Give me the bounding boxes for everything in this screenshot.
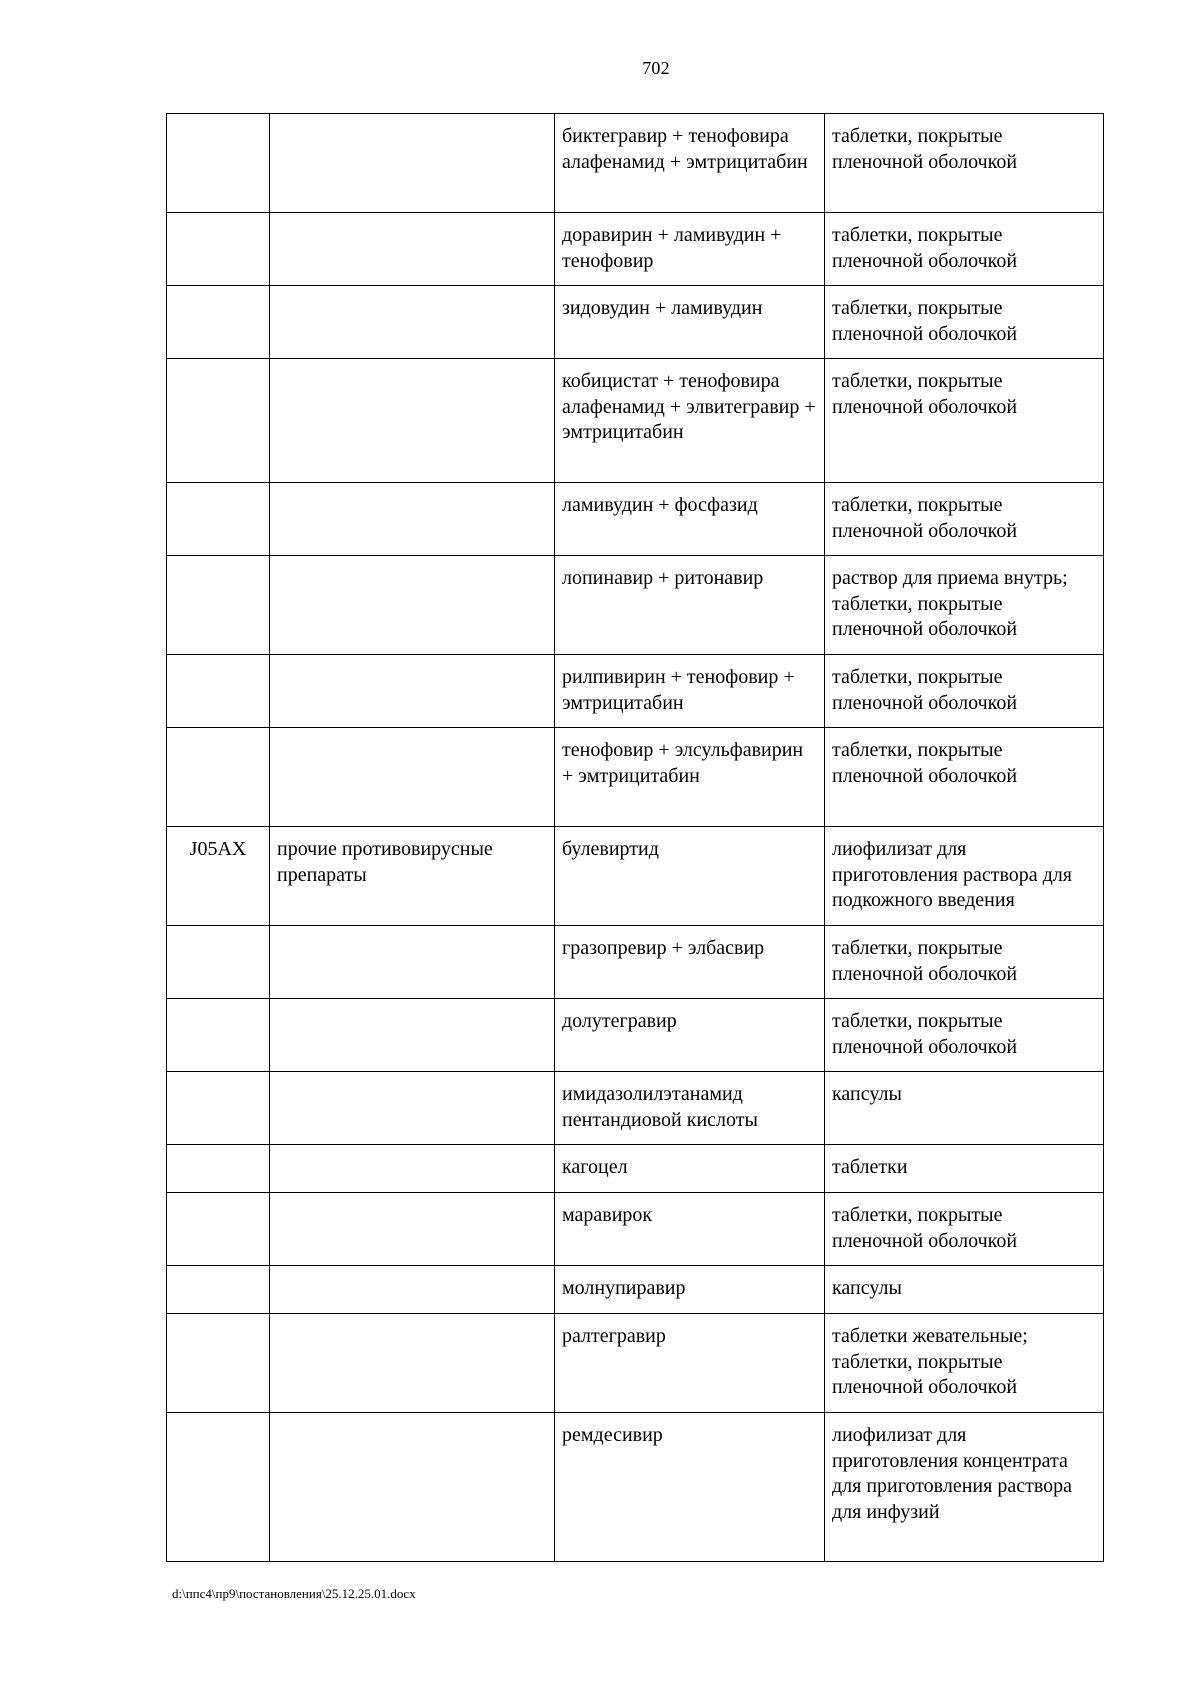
- table-row: [167, 213, 1104, 286]
- table-row: [167, 827, 1104, 926]
- drug-name-cell: ралтегравир: [555, 1314, 825, 1413]
- atc-code-cell: [167, 1314, 270, 1413]
- atc-code-cell: [167, 556, 270, 655]
- table-row: [167, 114, 1104, 213]
- table-row: [167, 1072, 1104, 1145]
- group-cell: [270, 1072, 555, 1145]
- dosage-form-cell: таблетки, покрытые пленочной оболочкой: [825, 728, 1104, 827]
- table-row: [167, 999, 1104, 1072]
- group-cell: [270, 1266, 555, 1314]
- dosage-form-cell: таблетки, покрытые пленочной оболочкой: [825, 359, 1104, 483]
- group-cell: [270, 1314, 555, 1413]
- atc-code-cell: [167, 655, 270, 728]
- table-row: [167, 728, 1104, 827]
- group-cell: [270, 1145, 555, 1193]
- group-cell: прочие противовирусные препараты: [270, 827, 555, 926]
- dosage-form-cell: лиофилизат для приготовления концентрата для приготовления раствора для инфузий: [825, 1413, 1104, 1562]
- table-row: [167, 655, 1104, 728]
- dosage-form-cell: таблетки, покрытые пленочной оболочкой: [825, 999, 1104, 1072]
- drug-name-cell: маравирок: [555, 1193, 825, 1266]
- atc-code-cell: [167, 1193, 270, 1266]
- group-cell: [270, 556, 555, 655]
- table-row: [167, 286, 1104, 359]
- group-cell: [270, 1193, 555, 1266]
- drug-table: [166, 113, 1104, 1562]
- table-row: [167, 1266, 1104, 1314]
- group-cell: [270, 1413, 555, 1562]
- dosage-form-cell: таблетки, покрытые пленочной оболочкой: [825, 114, 1104, 213]
- table-row: [167, 556, 1104, 655]
- group-cell: [270, 286, 555, 359]
- table-row: [167, 926, 1104, 999]
- dosage-form-cell: капсулы: [825, 1072, 1104, 1145]
- atc-code-cell: [167, 483, 270, 556]
- drug-name-cell: кагоцел: [555, 1145, 825, 1193]
- drug-name-cell: тенофовир + элсульфавирин + эмтрицитабин: [555, 728, 825, 827]
- drug-name-cell: рилпивирин + тенофовир + эмтрицитабин: [555, 655, 825, 728]
- table-row: [167, 1145, 1104, 1193]
- atc-code-cell: [167, 286, 270, 359]
- drug-name-cell: зидовудин + ламивудин: [555, 286, 825, 359]
- dosage-form-cell: капсулы: [825, 1266, 1104, 1314]
- atc-code-cell: J05AX: [167, 827, 270, 926]
- drug-name-cell: ламивудин + фосфазид: [555, 483, 825, 556]
- table-row: [167, 359, 1104, 483]
- atc-code-cell: [167, 1072, 270, 1145]
- dosage-form-cell: таблетки, покрытые пленочной оболочкой: [825, 926, 1104, 999]
- atc-code-cell: [167, 999, 270, 1072]
- table-row: [167, 1413, 1104, 1562]
- group-cell: [270, 359, 555, 483]
- drug-name-cell: лопинавир + ритонавир: [555, 556, 825, 655]
- drug-name-cell: гразопревир + элбасвир: [555, 926, 825, 999]
- group-cell: [270, 999, 555, 1072]
- group-cell: [270, 926, 555, 999]
- drug-name-cell: булевиртид: [555, 827, 825, 926]
- page-number: 702: [642, 58, 670, 78]
- atc-code-cell: [167, 114, 270, 213]
- dosage-form-cell: лиофилизат для приготовления раствора для подкожного введения: [825, 827, 1104, 926]
- drug-name-cell: имидазолилэтанамид пентандиовой кислоты: [555, 1072, 825, 1145]
- atc-code-cell: [167, 1266, 270, 1314]
- table-row: [167, 1193, 1104, 1266]
- drug-name-cell: долутегравир: [555, 999, 825, 1072]
- dosage-form-cell: таблетки, покрытые пленочной оболочкой: [825, 483, 1104, 556]
- dosage-form-cell: таблетки: [825, 1145, 1104, 1193]
- atc-code-cell: [167, 728, 270, 827]
- drug-name-cell: ремдесивир: [555, 1413, 825, 1562]
- atc-code-cell: [167, 1413, 270, 1562]
- group-cell: [270, 728, 555, 827]
- dosage-form-cell: таблетки, покрытые пленочной оболочкой: [825, 1193, 1104, 1266]
- dosage-form-cell: таблетки, покрытые пленочной оболочкой: [825, 286, 1104, 359]
- group-cell: [270, 114, 555, 213]
- drug-name-cell: доравирин + ламивудин + тенофовир: [555, 213, 825, 286]
- group-cell: [270, 655, 555, 728]
- drug-name-cell: кобицистат + тенофовира алафенамид + элвитегравир + эмтрицитабин: [555, 359, 825, 483]
- dosage-form-cell: раствор для приема внутрь; таблетки, покрытые пленочной оболочкой: [825, 556, 1104, 655]
- group-cell: [270, 213, 555, 286]
- table-row: [167, 1314, 1104, 1413]
- file-path-footer: d:\ппс4\пр9\постановления\25.12.25.01.docx: [172, 1586, 416, 1601]
- dosage-form-cell: таблетки жевательные; таблетки, покрытые пленочной оболочкой: [825, 1314, 1104, 1413]
- dosage-form-cell: таблетки, покрытые пленочной оболочкой: [825, 655, 1104, 728]
- group-cell: [270, 483, 555, 556]
- atc-code-cell: [167, 213, 270, 286]
- atc-code-cell: [167, 926, 270, 999]
- atc-code-cell: [167, 359, 270, 483]
- drug-name-cell: биктегравир + тенофовира алафенамид + эмтрицитабин: [555, 114, 825, 213]
- dosage-form-cell: таблетки, покрытые пленочной оболочкой: [825, 213, 1104, 286]
- atc-code-cell: [167, 1145, 270, 1193]
- drug-name-cell: молнупиравир: [555, 1266, 825, 1314]
- table-row: [167, 483, 1104, 556]
